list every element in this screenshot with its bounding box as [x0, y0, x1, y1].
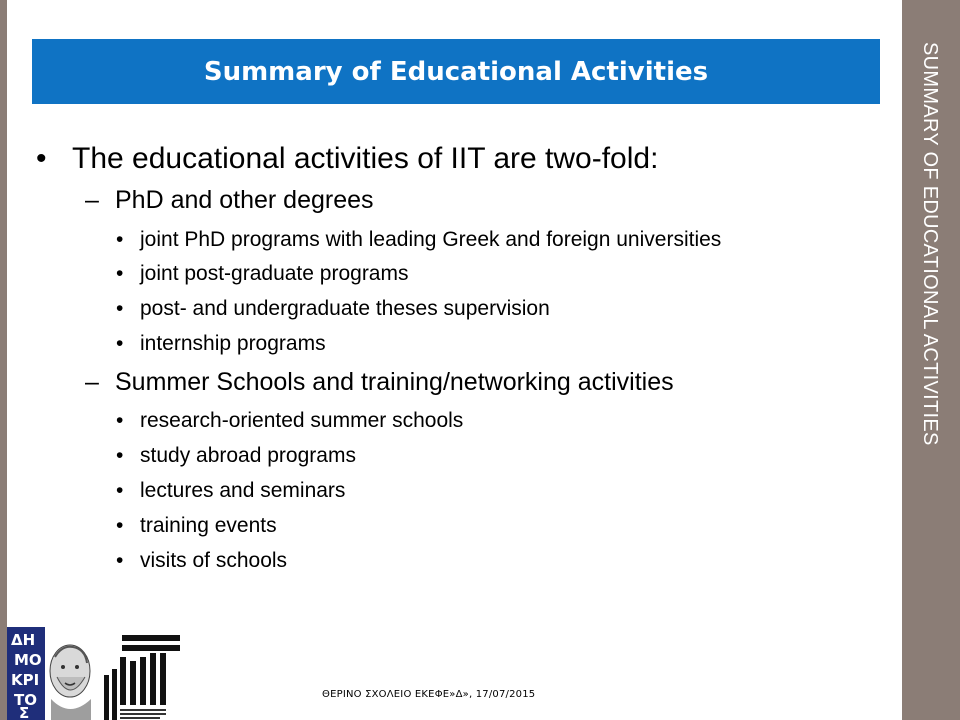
- section-heading: [85, 186, 374, 215]
- bullet-dot: •: [116, 479, 124, 502]
- list-item: [116, 514, 277, 538]
- list-item-text: post- and undergraduate theses supervision: [140, 297, 550, 320]
- dash-marker: –: [85, 368, 99, 396]
- list-item: [116, 549, 287, 573]
- main-bullet: [36, 142, 658, 176]
- list-item-text: joint PhD programs with leading Greek and foreign universities: [140, 228, 722, 251]
- list-item-text: joint post-graduate programs: [140, 262, 409, 285]
- list-item-text: internship programs: [140, 332, 326, 355]
- bullet-dot: •: [116, 332, 124, 355]
- section-heading: [85, 368, 674, 397]
- list-item-text: training events: [140, 514, 277, 537]
- list-item-text: study abroad programs: [140, 444, 356, 467]
- list-item-text: research-oriented summer schools: [140, 409, 464, 432]
- slide-title: [32, 39, 880, 104]
- list-item-text: visits of schools: [140, 549, 288, 572]
- svg-text:Σ: Σ: [19, 704, 30, 720]
- bullet-dot: •: [116, 262, 124, 285]
- svg-text:ΤΟ: ΤΟ: [14, 691, 37, 709]
- section-heading-text: Summer Schools and training/networking activities: [115, 368, 674, 396]
- bullet-dot: •: [116, 514, 124, 537]
- list-item: [116, 228, 721, 252]
- section-heading-text: PhD and other degrees: [115, 186, 374, 214]
- side-title: SUMMARY OF EDUCATIONAL ACTIVITIES: [919, 42, 941, 446]
- iit-logo: [100, 635, 182, 720]
- dash-marker: –: [85, 186, 99, 214]
- bullet-dot: •: [116, 549, 124, 572]
- bullet-dot: •: [116, 409, 124, 432]
- svg-text:ΜΟ: ΜΟ: [14, 651, 42, 669]
- main-bullet-text: The educational activities of IIT are two-fold:: [72, 142, 659, 175]
- list-item: [116, 479, 345, 503]
- list-item: [116, 444, 356, 468]
- list-item: [116, 262, 408, 286]
- list-item-text: lectures and seminars: [140, 479, 346, 502]
- footer-text: ΘΕΡΙΝΟ ΣΧΟΛΕΙΟ ΕΚΕΦΕ»Δ», 17/07/2015: [322, 689, 536, 700]
- list-item: [116, 297, 550, 321]
- list-item: [116, 409, 463, 433]
- slide-title-text: Summary of Educational Activities: [203, 56, 709, 87]
- bullet-dot: •: [36, 142, 47, 175]
- left-decor-strip: [0, 0, 7, 720]
- demokritos-logo: [7, 627, 94, 720]
- svg-text:ΚΡΙ: ΚΡΙ: [11, 671, 40, 689]
- svg-text:ΔΗ: ΔΗ: [11, 631, 36, 649]
- bullet-dot: •: [116, 444, 124, 467]
- bullet-dot: •: [116, 228, 124, 251]
- bullet-dot: •: [116, 297, 124, 320]
- list-item: [116, 332, 326, 356]
